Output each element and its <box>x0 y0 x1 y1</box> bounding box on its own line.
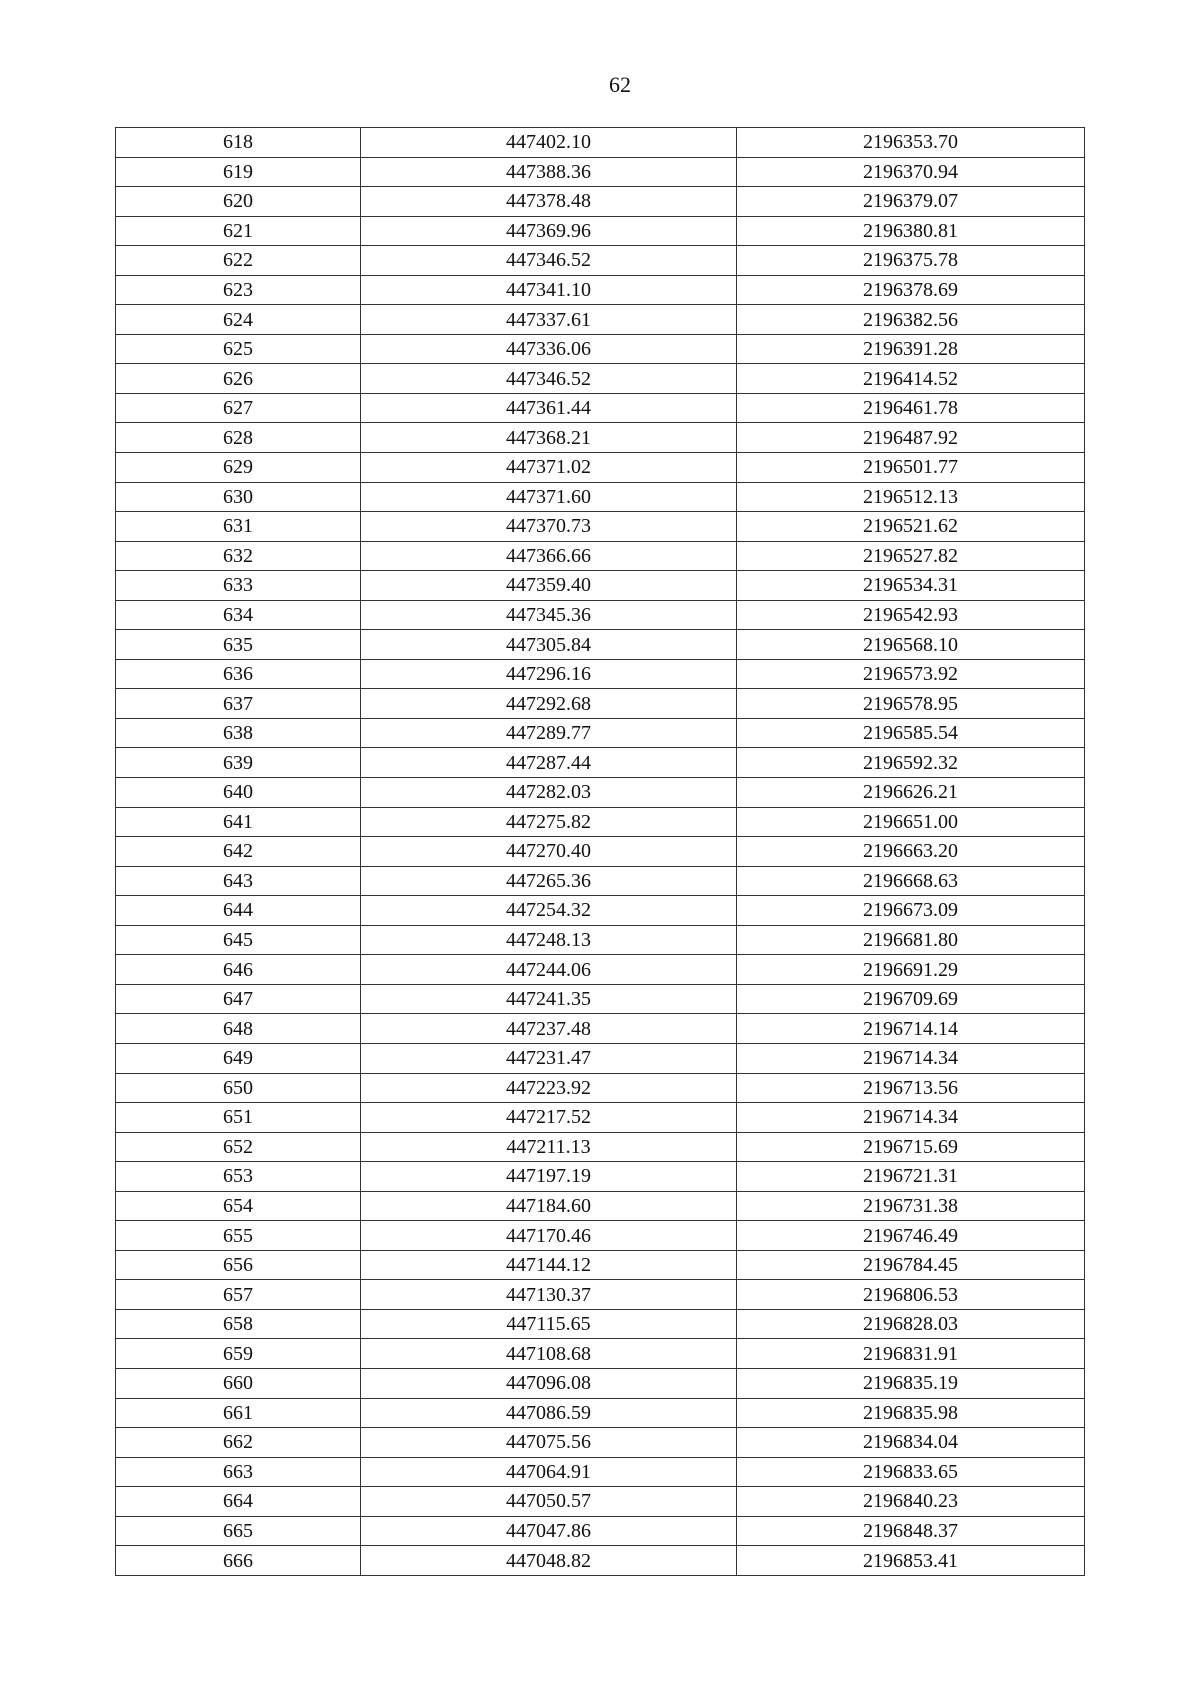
table-row <box>116 216 1085 246</box>
coordinate-table <box>115 127 1085 1576</box>
point-number-cell: 662 <box>116 1428 361 1458</box>
point-number-cell: 657 <box>116 1280 361 1310</box>
table-row <box>116 541 1085 571</box>
coordinate-table-body <box>116 128 1085 1576</box>
table-row <box>116 1191 1085 1221</box>
point-number-cell: 636 <box>116 659 361 689</box>
y-coordinate-cell: 2196831.91 <box>737 1339 1085 1369</box>
x-coordinate-cell: 447369.96 <box>361 216 737 246</box>
table-row <box>116 571 1085 601</box>
x-coordinate-cell: 447130.37 <box>361 1280 737 1310</box>
point-number-cell: 664 <box>116 1487 361 1517</box>
x-coordinate-cell: 447217.52 <box>361 1103 737 1133</box>
y-coordinate-cell: 2196578.95 <box>737 689 1085 719</box>
y-coordinate-cell: 2196714.34 <box>737 1103 1085 1133</box>
table-row <box>116 837 1085 867</box>
point-number-cell: 646 <box>116 955 361 985</box>
table-row <box>116 630 1085 660</box>
table-row <box>116 778 1085 808</box>
y-coordinate-cell: 2196626.21 <box>737 778 1085 808</box>
point-number-cell: 655 <box>116 1221 361 1251</box>
x-coordinate-cell: 447241.35 <box>361 984 737 1014</box>
point-number-cell: 644 <box>116 896 361 926</box>
x-coordinate-cell: 447064.91 <box>361 1457 737 1487</box>
x-coordinate-cell: 447371.02 <box>361 453 737 483</box>
x-coordinate-cell: 447115.65 <box>361 1309 737 1339</box>
table-row <box>116 866 1085 896</box>
point-number-cell: 625 <box>116 334 361 364</box>
x-coordinate-cell: 447075.56 <box>361 1428 737 1458</box>
table-row <box>116 334 1085 364</box>
x-coordinate-cell: 447108.68 <box>361 1339 737 1369</box>
y-coordinate-cell: 2196713.56 <box>737 1073 1085 1103</box>
x-coordinate-cell: 447184.60 <box>361 1191 737 1221</box>
y-coordinate-cell: 2196379.07 <box>737 187 1085 217</box>
y-coordinate-cell: 2196585.54 <box>737 718 1085 748</box>
y-coordinate-cell: 2196378.69 <box>737 275 1085 305</box>
point-number-cell: 656 <box>116 1250 361 1280</box>
table-row <box>116 157 1085 187</box>
point-number-cell: 653 <box>116 1162 361 1192</box>
point-number-cell: 621 <box>116 216 361 246</box>
point-number-cell: 645 <box>116 925 361 955</box>
point-number-cell: 633 <box>116 571 361 601</box>
y-coordinate-cell: 2196668.63 <box>737 866 1085 896</box>
x-coordinate-cell: 447337.61 <box>361 305 737 335</box>
y-coordinate-cell: 2196461.78 <box>737 393 1085 423</box>
x-coordinate-cell: 447275.82 <box>361 807 737 837</box>
table-row <box>116 305 1085 335</box>
table-row <box>116 1428 1085 1458</box>
point-number-cell: 666 <box>116 1546 361 1576</box>
y-coordinate-cell: 2196840.23 <box>737 1487 1085 1517</box>
x-coordinate-cell: 447345.36 <box>361 600 737 630</box>
y-coordinate-cell: 2196501.77 <box>737 453 1085 483</box>
table-row <box>116 393 1085 423</box>
y-coordinate-cell: 2196709.69 <box>737 984 1085 1014</box>
point-number-cell: 647 <box>116 984 361 1014</box>
table-row <box>116 718 1085 748</box>
x-coordinate-cell: 447144.12 <box>361 1250 737 1280</box>
table-row <box>116 1014 1085 1044</box>
x-coordinate-cell: 447048.82 <box>361 1546 737 1576</box>
table-row <box>116 807 1085 837</box>
point-number-cell: 620 <box>116 187 361 217</box>
point-number-cell: 632 <box>116 541 361 571</box>
x-coordinate-cell: 447287.44 <box>361 748 737 778</box>
point-number-cell: 661 <box>116 1398 361 1428</box>
point-number-cell: 660 <box>116 1368 361 1398</box>
point-number-cell: 622 <box>116 246 361 276</box>
x-coordinate-cell: 447371.60 <box>361 482 737 512</box>
x-coordinate-cell: 447296.16 <box>361 659 737 689</box>
point-number-cell: 640 <box>116 778 361 808</box>
x-coordinate-cell: 447361.44 <box>361 393 737 423</box>
x-coordinate-cell: 447047.86 <box>361 1516 737 1546</box>
x-coordinate-cell: 447368.21 <box>361 423 737 453</box>
y-coordinate-cell: 2196828.03 <box>737 1309 1085 1339</box>
point-number-cell: 631 <box>116 512 361 542</box>
y-coordinate-cell: 2196391.28 <box>737 334 1085 364</box>
y-coordinate-cell: 2196414.52 <box>737 364 1085 394</box>
point-number-cell: 624 <box>116 305 361 335</box>
table-row <box>116 512 1085 542</box>
point-number-cell: 637 <box>116 689 361 719</box>
y-coordinate-cell: 2196835.19 <box>737 1368 1085 1398</box>
x-coordinate-cell: 447223.92 <box>361 1073 737 1103</box>
table-row <box>116 955 1085 985</box>
y-coordinate-cell: 2196714.34 <box>737 1043 1085 1073</box>
point-number-cell: 634 <box>116 600 361 630</box>
x-coordinate-cell: 447282.03 <box>361 778 737 808</box>
table-row <box>116 1487 1085 1517</box>
y-coordinate-cell: 2196521.62 <box>737 512 1085 542</box>
x-coordinate-cell: 447336.06 <box>361 334 737 364</box>
table-row <box>116 482 1085 512</box>
y-coordinate-cell: 2196714.14 <box>737 1014 1085 1044</box>
y-coordinate-cell: 2196721.31 <box>737 1162 1085 1192</box>
point-number-cell: 650 <box>116 1073 361 1103</box>
table-row <box>116 984 1085 1014</box>
x-coordinate-cell: 447346.52 <box>361 364 737 394</box>
y-coordinate-cell: 2196835.98 <box>737 1398 1085 1428</box>
y-coordinate-cell: 2196746.49 <box>737 1221 1085 1251</box>
point-number-cell: 623 <box>116 275 361 305</box>
table-row <box>116 128 1085 158</box>
point-number-cell: 619 <box>116 157 361 187</box>
table-row <box>116 1546 1085 1576</box>
point-number-cell: 643 <box>116 866 361 896</box>
table-row <box>116 600 1085 630</box>
table-row <box>116 659 1085 689</box>
table-row <box>116 1398 1085 1428</box>
y-coordinate-cell: 2196573.92 <box>737 659 1085 689</box>
table-row <box>116 246 1085 276</box>
table-row <box>116 925 1085 955</box>
table-row <box>116 1103 1085 1133</box>
point-number-cell: 628 <box>116 423 361 453</box>
x-coordinate-cell: 447402.10 <box>361 128 737 158</box>
point-number-cell: 627 <box>116 393 361 423</box>
table-row <box>116 1368 1085 1398</box>
point-number-cell: 659 <box>116 1339 361 1369</box>
point-number-cell: 663 <box>116 1457 361 1487</box>
y-coordinate-cell: 2196375.78 <box>737 246 1085 276</box>
x-coordinate-cell: 447366.66 <box>361 541 737 571</box>
y-coordinate-cell: 2196853.41 <box>737 1546 1085 1576</box>
table-row <box>116 423 1085 453</box>
point-number-cell: 658 <box>116 1309 361 1339</box>
y-coordinate-cell: 2196731.38 <box>737 1191 1085 1221</box>
y-coordinate-cell: 2196681.80 <box>737 925 1085 955</box>
point-number-cell: 630 <box>116 482 361 512</box>
x-coordinate-cell: 447211.13 <box>361 1132 737 1162</box>
point-number-cell: 654 <box>116 1191 361 1221</box>
y-coordinate-cell: 2196370.94 <box>737 157 1085 187</box>
y-coordinate-cell: 2196651.00 <box>737 807 1085 837</box>
table-row <box>116 453 1085 483</box>
x-coordinate-cell: 447086.59 <box>361 1398 737 1428</box>
y-coordinate-cell: 2196784.45 <box>737 1250 1085 1280</box>
table-row <box>116 1339 1085 1369</box>
x-coordinate-cell: 447270.40 <box>361 837 737 867</box>
y-coordinate-cell: 2196834.04 <box>737 1428 1085 1458</box>
point-number-cell: 635 <box>116 630 361 660</box>
y-coordinate-cell: 2196663.20 <box>737 837 1085 867</box>
point-number-cell: 626 <box>116 364 361 394</box>
page-number: 62 <box>609 72 631 97</box>
x-coordinate-cell: 447231.47 <box>361 1043 737 1073</box>
table-row <box>116 1221 1085 1251</box>
y-coordinate-cell: 2196487.92 <box>737 423 1085 453</box>
y-coordinate-cell: 2196715.69 <box>737 1132 1085 1162</box>
point-number-cell: 639 <box>116 748 361 778</box>
y-coordinate-cell: 2196673.09 <box>737 896 1085 926</box>
table-row <box>116 1280 1085 1310</box>
table-row <box>116 1516 1085 1546</box>
x-coordinate-cell: 447292.68 <box>361 689 737 719</box>
y-coordinate-cell: 2196542.93 <box>737 600 1085 630</box>
x-coordinate-cell: 447346.52 <box>361 246 737 276</box>
x-coordinate-cell: 447305.84 <box>361 630 737 660</box>
table-row <box>116 1043 1085 1073</box>
point-number-cell: 649 <box>116 1043 361 1073</box>
table-row <box>116 689 1085 719</box>
y-coordinate-cell: 2196382.56 <box>737 305 1085 335</box>
y-coordinate-cell: 2196512.13 <box>737 482 1085 512</box>
x-coordinate-cell: 447096.08 <box>361 1368 737 1398</box>
x-coordinate-cell: 447370.73 <box>361 512 737 542</box>
x-coordinate-cell: 447170.46 <box>361 1221 737 1251</box>
x-coordinate-cell: 447050.57 <box>361 1487 737 1517</box>
point-number-cell: 642 <box>116 837 361 867</box>
table-row <box>116 748 1085 778</box>
point-number-cell: 665 <box>116 1516 361 1546</box>
x-coordinate-cell: 447265.36 <box>361 866 737 896</box>
y-coordinate-cell: 2196833.65 <box>737 1457 1085 1487</box>
y-coordinate-cell: 2196380.81 <box>737 216 1085 246</box>
point-number-cell: 638 <box>116 718 361 748</box>
x-coordinate-cell: 447248.13 <box>361 925 737 955</box>
point-number-cell: 641 <box>116 807 361 837</box>
x-coordinate-cell: 447289.77 <box>361 718 737 748</box>
table-row <box>116 1132 1085 1162</box>
table-row <box>116 364 1085 394</box>
x-coordinate-cell: 447359.40 <box>361 571 737 601</box>
y-coordinate-cell: 2196534.31 <box>737 571 1085 601</box>
table-row <box>116 896 1085 926</box>
x-coordinate-cell: 447237.48 <box>361 1014 737 1044</box>
point-number-cell: 652 <box>116 1132 361 1162</box>
x-coordinate-cell: 447388.36 <box>361 157 737 187</box>
point-number-cell: 629 <box>116 453 361 483</box>
y-coordinate-cell: 2196691.29 <box>737 955 1085 985</box>
y-coordinate-cell: 2196527.82 <box>737 541 1085 571</box>
y-coordinate-cell: 2196806.53 <box>737 1280 1085 1310</box>
point-number-cell: 618 <box>116 128 361 158</box>
table-row <box>116 1457 1085 1487</box>
y-coordinate-cell: 2196848.37 <box>737 1516 1085 1546</box>
table-row <box>116 1309 1085 1339</box>
table-row <box>116 275 1085 305</box>
x-coordinate-cell: 447254.32 <box>361 896 737 926</box>
table-row <box>116 1250 1085 1280</box>
table-row <box>116 1073 1085 1103</box>
y-coordinate-cell: 2196568.10 <box>737 630 1085 660</box>
table-row <box>116 187 1085 217</box>
y-coordinate-cell: 2196592.32 <box>737 748 1085 778</box>
y-coordinate-cell: 2196353.70 <box>737 128 1085 158</box>
x-coordinate-cell: 447244.06 <box>361 955 737 985</box>
x-coordinate-cell: 447341.10 <box>361 275 737 305</box>
point-number-cell: 648 <box>116 1014 361 1044</box>
x-coordinate-cell: 447378.48 <box>361 187 737 217</box>
table-row <box>116 1162 1085 1192</box>
point-number-cell: 651 <box>116 1103 361 1133</box>
x-coordinate-cell: 447197.19 <box>361 1162 737 1192</box>
